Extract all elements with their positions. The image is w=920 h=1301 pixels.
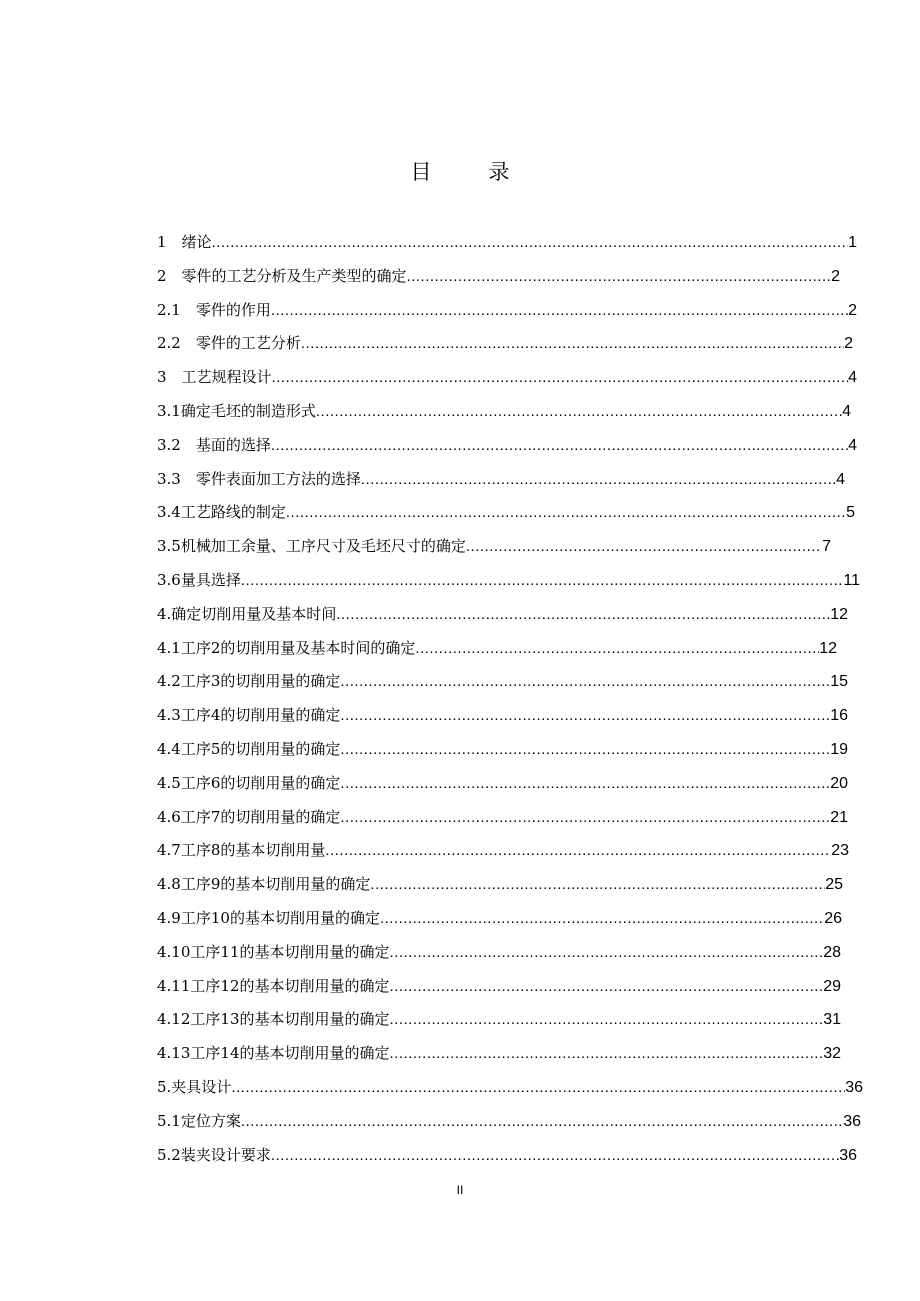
toc-dot-leader xyxy=(340,703,830,729)
toc-dot-leader xyxy=(231,1075,845,1101)
toc-dot-leader xyxy=(301,331,844,357)
toc-entry[interactable] xyxy=(157,804,867,838)
toc-entry-page: 21 xyxy=(830,808,848,826)
toc-dot-leader xyxy=(286,500,846,526)
toc-entry-row xyxy=(157,533,831,560)
toc-entry-page: 31 xyxy=(823,1011,841,1029)
toc-entry[interactable] xyxy=(157,668,867,702)
toc-entry-row xyxy=(157,297,857,324)
toc-entry[interactable] xyxy=(157,1006,867,1040)
toc-entry-row xyxy=(157,499,855,526)
toc-entry-page: 28 xyxy=(823,943,841,961)
toc-entry-row xyxy=(157,635,837,662)
toc-dot-leader xyxy=(271,433,848,459)
toc-entry-label: 4.8工序9的基本切削用量的确定 xyxy=(157,875,371,894)
toc-entry-page: 2 xyxy=(844,335,853,353)
toc-dot-leader xyxy=(325,838,831,864)
toc-entry-page: 23 xyxy=(831,842,849,860)
toc-entry-row xyxy=(157,736,848,763)
toc-list xyxy=(157,229,867,1175)
toc-entry[interactable] xyxy=(157,466,867,500)
toc-entry[interactable] xyxy=(157,837,867,871)
toc-entry-label: 4.3工序4的切削用量的确定 xyxy=(157,706,341,725)
toc-entry-label: 5.夹具设计 xyxy=(157,1077,232,1096)
toc-entry-row xyxy=(157,398,851,425)
toc-entry-page: 1 xyxy=(848,234,857,251)
toc-entry-row xyxy=(157,804,848,831)
toc-entry-row xyxy=(157,466,845,493)
toc-entry[interactable] xyxy=(157,702,867,736)
toc-entry[interactable] xyxy=(157,567,867,601)
toc-entry-page: 25 xyxy=(825,876,843,894)
toc-entry[interactable] xyxy=(157,297,867,331)
toc-dot-leader xyxy=(390,1041,824,1067)
toc-dot-leader xyxy=(272,365,849,391)
toc-entry[interactable] xyxy=(157,1040,867,1074)
toc-entry-row xyxy=(157,567,860,594)
toc-entry[interactable] xyxy=(157,499,867,533)
toc-entry-label: 4.7工序8的基本切削用量 xyxy=(157,841,326,860)
toc-entry-page: 4 xyxy=(836,470,845,488)
toc-entry-page: 36 xyxy=(845,1078,863,1096)
toc-entry-row xyxy=(157,668,848,695)
toc-entry-label: 4.5工序6的切削用量的确定 xyxy=(157,773,341,792)
toc-entry-label: 2 零件的工艺分析及生产类型的确定 xyxy=(157,266,407,285)
toc-entry[interactable] xyxy=(157,229,867,263)
toc-entry-label: 3.2 基面的选择 xyxy=(157,435,271,454)
toc-entry-page: 4 xyxy=(842,402,851,420)
toc-entry-page: 36 xyxy=(843,1112,861,1130)
toc-dot-leader xyxy=(340,669,830,695)
toc-entry-row xyxy=(157,905,842,932)
toc-entry-label: 3.1确定毛坯的制造形式 xyxy=(157,401,316,420)
toc-entry[interactable] xyxy=(157,330,867,364)
toc-entry-label: 4.9工序10的基本切削用量的确定 xyxy=(157,908,380,927)
toc-entry-page: 2 xyxy=(831,267,840,285)
toc-entry-label: 4.2工序3的切削用量的确定 xyxy=(157,672,341,691)
toc-entry-label: 1 绪论 xyxy=(157,233,212,251)
toc-entry-label: 4.13工序14的基本切削用量的确定 xyxy=(157,1044,390,1063)
toc-entry-row xyxy=(157,1142,857,1169)
toc-entry-row xyxy=(157,1074,863,1101)
toc-dot-leader xyxy=(390,1007,824,1033)
toc-entry-page: 19 xyxy=(830,740,848,758)
toc-dot-leader xyxy=(340,737,830,763)
toc-entry-page: 4 xyxy=(848,369,857,387)
toc-entry[interactable] xyxy=(157,398,867,432)
toc-dot-leader xyxy=(336,602,830,628)
toc-entry-page: 4 xyxy=(848,436,857,454)
toc-entry-label: 3.5机械加工余量、工序尺寸及毛坯尺寸的确定 xyxy=(157,537,466,556)
toc-entry-page: 7 xyxy=(822,538,831,556)
toc-entry-row xyxy=(157,364,857,391)
toc-entry[interactable] xyxy=(157,736,867,770)
toc-dot-leader xyxy=(380,906,824,932)
toc-entry-label: 3.3 零件表面加工方法的选择 xyxy=(157,469,361,488)
toc-entry-page: 29 xyxy=(823,977,841,995)
toc-dot-leader xyxy=(271,1143,839,1169)
toc-entry-page: 26 xyxy=(824,909,842,927)
toc-entry-label: 4.4工序5的切削用量的确定 xyxy=(157,739,341,758)
toc-entry[interactable] xyxy=(157,1108,867,1142)
toc-entry-label: 4.确定切削用量及基本时间 xyxy=(157,604,337,623)
toc-entry[interactable] xyxy=(157,939,867,973)
toc-entry[interactable] xyxy=(157,364,867,398)
toc-entry[interactable] xyxy=(157,635,867,669)
toc-entry[interactable] xyxy=(157,770,867,804)
toc-entry-label: 4.10工序11的基本切削用量的确定 xyxy=(157,942,390,961)
toc-entry-page: 16 xyxy=(830,707,848,725)
toc-dot-leader xyxy=(340,805,830,831)
toc-entry-page: 2 xyxy=(848,301,857,319)
toc-entry-page: 12 xyxy=(830,605,848,623)
toc-dot-leader xyxy=(241,568,844,594)
toc-entry[interactable] xyxy=(157,263,867,297)
toc-entry-label: 5.1定位方案 xyxy=(157,1111,241,1130)
toc-entry-label: 3.6量具选择 xyxy=(157,570,241,589)
toc-entry-page: 15 xyxy=(830,673,848,691)
toc-dot-leader xyxy=(370,872,825,898)
toc-entry-row xyxy=(157,1006,841,1033)
toc-dot-leader xyxy=(340,771,830,797)
toc-entry-label: 5.2装夹设计要求 xyxy=(157,1145,271,1164)
toc-entry[interactable] xyxy=(157,905,867,939)
toc-entry-row xyxy=(157,1040,841,1067)
toc-entry-row xyxy=(157,229,857,256)
toc-entry-row xyxy=(157,939,841,966)
toc-dot-leader xyxy=(390,974,824,1000)
toc-entry[interactable] xyxy=(157,432,867,466)
toc-entry-row xyxy=(157,837,849,864)
toc-dot-leader xyxy=(415,636,819,662)
toc-entry-row xyxy=(157,432,857,459)
toc-dot-leader xyxy=(361,467,836,493)
toc-entry-row xyxy=(157,871,843,898)
toc-dot-leader xyxy=(271,298,848,324)
toc-dot-leader xyxy=(407,264,832,290)
toc-entry-page: 11 xyxy=(843,571,860,589)
toc-entry-label: 4.6工序7的切削用量的确定 xyxy=(157,807,341,826)
toc-entry-row xyxy=(157,601,848,628)
toc-entry-page: 5 xyxy=(846,504,855,522)
toc-entry[interactable] xyxy=(157,973,867,1007)
toc-dot-leader xyxy=(212,230,849,256)
toc-entry-row xyxy=(157,330,853,357)
toc-entry-label: 2.1 零件的作用 xyxy=(157,300,271,319)
toc-entry[interactable] xyxy=(157,601,867,635)
toc-dot-leader xyxy=(390,940,824,966)
toc-title: 目 录 xyxy=(410,160,528,184)
toc-dot-leader xyxy=(241,1109,843,1135)
toc-entry-row xyxy=(157,973,841,1000)
page-number: II xyxy=(456,1183,464,1197)
toc-entry-label: 2.2 零件的工艺分析 xyxy=(157,334,301,353)
toc-entry-label: 4.11工序12的基本切削用量的确定 xyxy=(157,976,390,995)
toc-entry-row xyxy=(157,770,848,797)
toc-entry[interactable] xyxy=(157,1142,867,1176)
toc-entry[interactable] xyxy=(157,871,867,905)
toc-entry-label: 3 工艺规程设计 xyxy=(157,368,272,387)
toc-entry-page: 12 xyxy=(819,639,837,657)
toc-dot-leader xyxy=(316,399,842,425)
toc-entry-label: 3.4工艺路线的制定 xyxy=(157,503,286,522)
toc-entry[interactable] xyxy=(157,533,867,567)
toc-entry-row xyxy=(157,702,848,729)
toc-entry-row xyxy=(157,263,840,290)
toc-dot-leader xyxy=(466,534,822,560)
toc-entry-row xyxy=(157,1108,861,1135)
toc-entry-page: 36 xyxy=(839,1146,857,1164)
toc-entry-label: 4.1工序2的切削用量及基本时间的确定 xyxy=(157,638,416,657)
toc-entry-label: 4.12工序13的基本切削用量的确定 xyxy=(157,1010,390,1029)
toc-entry-page: 20 xyxy=(830,774,848,792)
toc-entry-page: 32 xyxy=(823,1045,841,1063)
toc-entry[interactable] xyxy=(157,1074,867,1108)
